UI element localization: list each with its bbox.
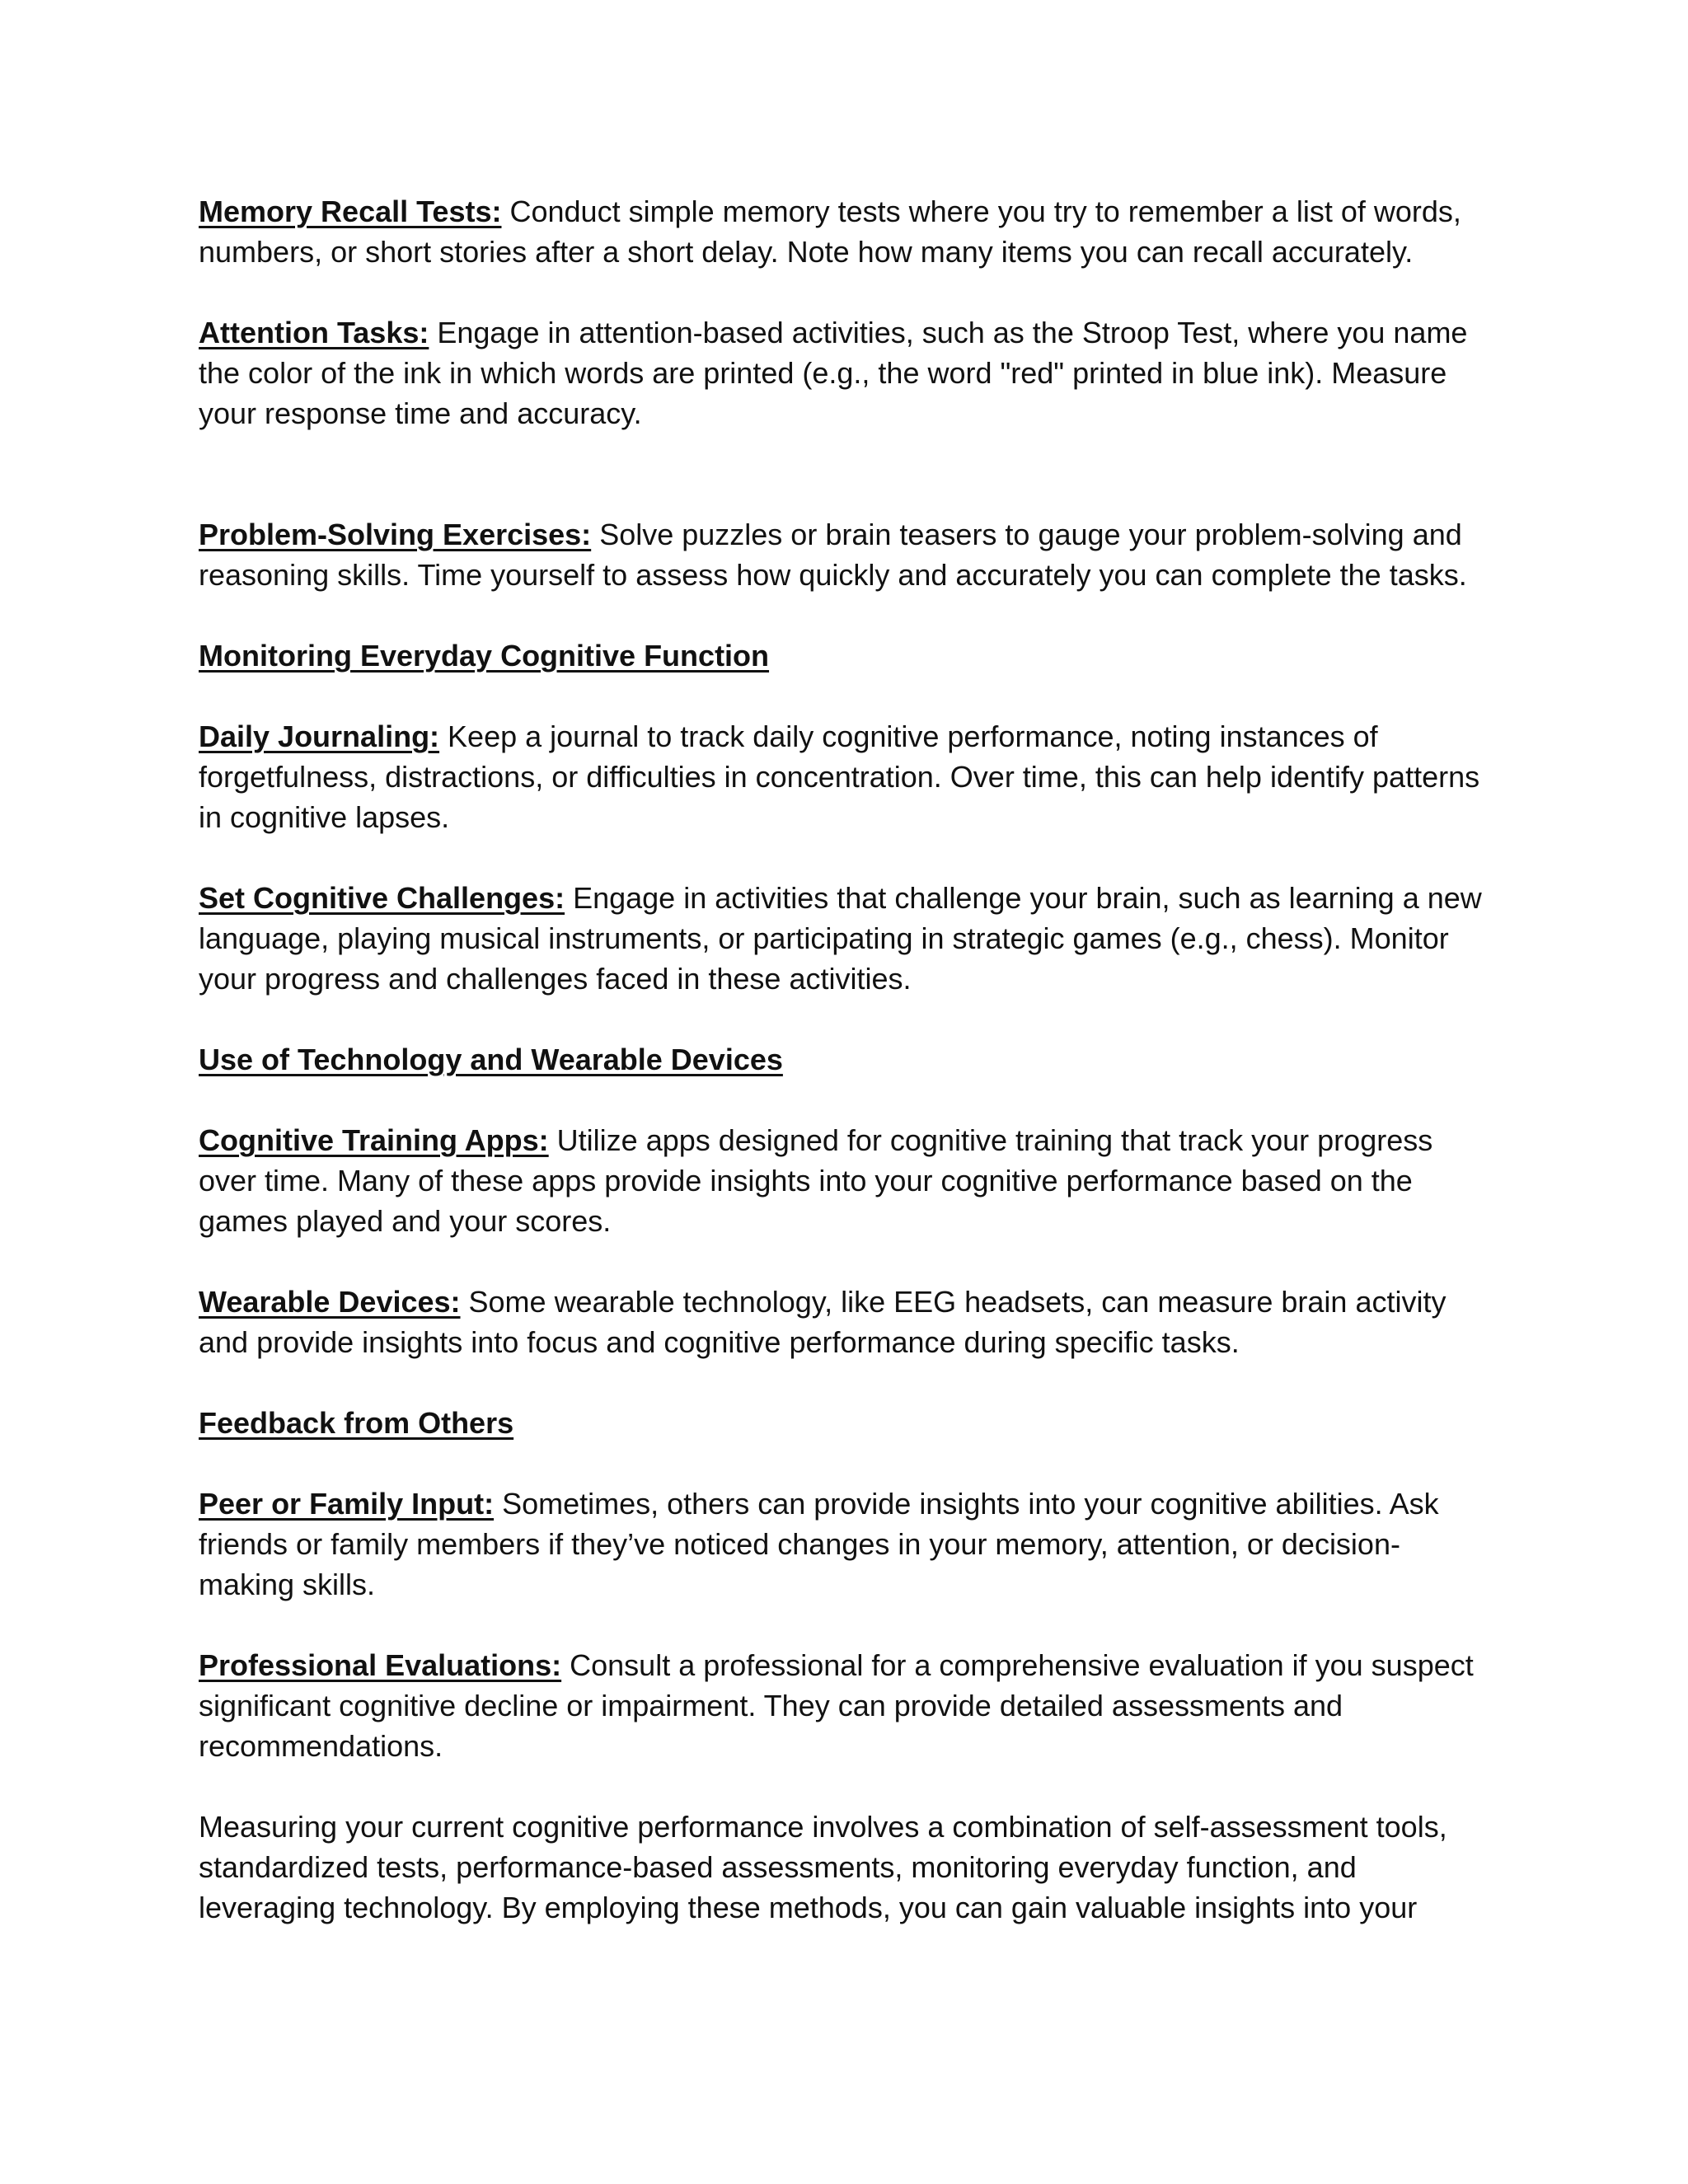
- label-cognitive-training-apps: Cognitive Training Apps:: [199, 1123, 549, 1157]
- paragraph-professional-evaluations: [199, 1645, 1493, 1766]
- paragraph-set-cognitive-challenges: [199, 878, 1493, 999]
- text-daily-journaling: Keep a journal to track daily cognitive performance, noting instances of forgetfulness, distractions, or difficulties in concentration. Over time, this can help identify patterns in cognitive lapses.: [199, 719, 1480, 834]
- paragraph-problem-solving-exercises: [199, 514, 1493, 595]
- document-body: [199, 191, 1493, 1968]
- text-attention-tasks: Engage in attention-based activities, such as the Stroop Test, where you name the color of the ink in which words are printed (e.g., the word "red" printed in blue ink). Measure your response time and accuracy.: [199, 316, 1468, 430]
- text-cognitive-training-apps: Utilize apps designed for cognitive training that track your progress over time. Many of these apps provide insights into your cognitive performance based on the games played and your scores.: [199, 1123, 1433, 1238]
- paragraph-peer-or-family-input: [199, 1483, 1493, 1605]
- paragraph-cognitive-training-apps: [199, 1120, 1493, 1241]
- heading-feedback-from-others: Feedback from Others: [199, 1406, 514, 1440]
- text-wearable-devices: Some wearable technology, like EEG headsets, can measure brain activity and provide insights into focus and cognitive performance during specific tasks.: [199, 1285, 1447, 1359]
- heading-monitoring-everyday-cognitive-function: Monitoring Everyday Cognitive Function: [199, 639, 770, 673]
- label-memory-recall-tests: Memory Recall Tests:: [199, 194, 502, 228]
- label-set-cognitive-challenges: Set Cognitive Challenges:: [199, 881, 565, 915]
- paragraph-memory-recall-tests: [199, 191, 1493, 272]
- label-attention-tasks: Attention Tasks:: [199, 316, 429, 349]
- text-problem-solving-exercises: Solve puzzles or brain teasers to gauge your problem-solving and reasoning skills. Time yourself to assess how quickly and accurately you can complete the tasks.: [199, 518, 1467, 592]
- label-peer-or-family-input: Peer or Family Input:: [199, 1487, 495, 1521]
- paragraph-daily-journaling: [199, 716, 1493, 837]
- label-daily-journaling: Daily Journaling:: [199, 719, 440, 753]
- label-wearable-devices: Wearable Devices:: [199, 1285, 461, 1319]
- label-professional-evaluations: Professional Evaluations:: [199, 1648, 562, 1682]
- paragraph-summary: Measuring your current cognitive performance involves a combination of self-assessment tools, standardized tests, performance-based assessments, monitoring everyday function, and leveraging technology. By employing these methods, you can gain valuable insights into your: [199, 1810, 1447, 1924]
- paragraph-attention-tasks: [199, 312, 1493, 434]
- text-peer-or-family-input: Sometimes, others can provide insights into your cognitive abilities. Ask friends or family members if they’ve noticed changes in your memory, attention, or decision-making skills.: [199, 1487, 1439, 1601]
- text-professional-evaluations: Consult a professional for a comprehensive evaluation if you suspect significant cognitive decline or impairment. They can provide detailed assessments and recommendations.: [199, 1648, 1474, 1763]
- paragraph-wearable-devices: [199, 1282, 1493, 1362]
- text-set-cognitive-challenges: Engage in activities that challenge your brain, such as learning a new language, playing musical instruments, or participating in strategic games (e.g., chess). Monitor your progress and challenges faced in these activities.: [199, 881, 1482, 996]
- text-memory-recall-tests: Conduct simple memory tests where you try to remember a list of words, numbers, or short stories after a short delay. Note how many items you can recall accurately.: [199, 194, 1461, 269]
- heading-use-of-technology-and-wearable-devices: Use of Technology and Wearable Devices: [199, 1043, 783, 1076]
- label-problem-solving-exercises: Problem-Solving Exercises:: [199, 518, 592, 551]
